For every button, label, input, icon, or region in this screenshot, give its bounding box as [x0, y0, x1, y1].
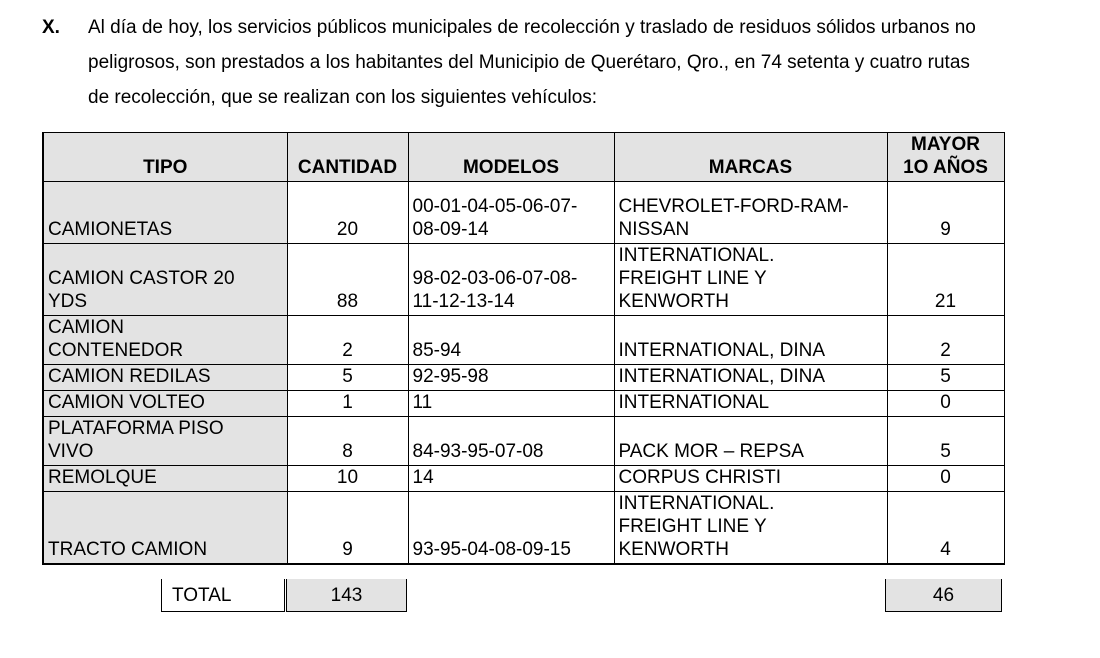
cell-modelos — [408, 316, 614, 365]
cell-tipo-line: VIVO — [48, 441, 94, 462]
table-row — [43, 182, 1004, 244]
cell-cantidad: 8 — [287, 417, 408, 466]
cell-modelos-line: 11-12-13-14 — [412, 291, 515, 312]
cell-tipo-line: CAMIONETAS — [48, 219, 173, 240]
cell-modelos-line: 14 — [412, 467, 434, 488]
paragraph-line-1: Al día de hoy, los servicios públicos municipales de recolección y traslado de residuos sólidos urbanos no — [88, 17, 976, 38]
table-header-row — [43, 133, 1004, 182]
cell-modelos-line: 11 — [412, 392, 433, 413]
table-row — [43, 365, 1004, 391]
table-row — [43, 466, 1004, 492]
cell-tipo — [43, 492, 287, 565]
cell-cantidad: 2 — [287, 316, 408, 365]
cell-marcas — [614, 466, 887, 492]
cell-marcas-line: INTERNATIONAL, DINA — [618, 340, 826, 361]
cell-mayor: 2 — [887, 316, 1004, 365]
cell-modelos — [408, 492, 614, 565]
cell-modelos — [408, 365, 614, 391]
cell-tipo — [43, 316, 287, 365]
cell-tipo-line: CAMION REDILAS — [48, 366, 211, 387]
cell-marcas-line: INTERNATIONAL. — [618, 493, 775, 514]
cell-cantidad: 5 — [287, 365, 408, 391]
cell-marcas — [614, 492, 887, 565]
cell-marcas-line: INTERNATIONAL, DINA — [618, 366, 826, 387]
cell-mayor: 9 — [887, 182, 1004, 244]
header-cantidad: CANTIDAD — [287, 133, 408, 182]
cell-tipo — [43, 365, 287, 391]
cell-tipo-line: CAMION VOLTEO — [48, 392, 205, 413]
cell-marcas — [614, 365, 887, 391]
cell-tipo-line: CONTENEDOR — [48, 340, 184, 361]
cell-modelos — [408, 391, 614, 417]
cell-mayor: 21 — [887, 244, 1004, 316]
cell-modelos-line: 93-95-04-08-09-15 — [412, 539, 571, 560]
cell-marcas — [614, 391, 887, 417]
table-row — [43, 244, 1004, 316]
vehicles-table — [42, 132, 1005, 565]
cell-marcas-line: CHEVROLET-FORD-RAM- — [618, 196, 849, 217]
cell-cantidad: 10 — [287, 466, 408, 492]
cell-marcas-line: KENWORTH — [618, 539, 729, 560]
cell-marcas-line: PACK MOR – REPSA — [618, 441, 804, 462]
header-mayor-line-2: 1O AÑOS — [903, 157, 988, 178]
header-tipo: TIPO — [43, 133, 287, 182]
total-cantidad: 143 — [286, 579, 407, 612]
cell-marcas — [614, 316, 887, 365]
cell-mayor: 5 — [887, 365, 1004, 391]
cell-mayor: 0 — [887, 391, 1004, 417]
cell-tipo-line: REMOLQUE — [48, 467, 157, 488]
total-label: TOTAL — [161, 579, 285, 612]
paragraph-line-3: de recolección, que se realizan con los siguientes vehículos: — [88, 87, 598, 108]
cell-tipo-line: TRACTO CAMION — [48, 539, 208, 560]
cell-modelos-line: 85-94 — [412, 340, 462, 361]
cell-mayor: 4 — [887, 492, 1004, 565]
paragraph-line-2: peligrosos, son prestados a los habitantes del Municipio de Querétaro, Qro., en 74 setenta y cuatro rutas — [88, 52, 970, 73]
cell-marcas-line: FREIGHT LINE Y — [618, 268, 767, 289]
cell-tipo — [43, 182, 287, 244]
cell-marcas — [614, 417, 887, 466]
cell-tipo — [43, 244, 287, 316]
cell-marcas-line: FREIGHT LINE Y — [618, 516, 767, 537]
header-modelos: MODELOS — [408, 133, 614, 182]
cell-marcas-line: INTERNATIONAL — [618, 392, 770, 413]
cell-modelos — [408, 182, 614, 244]
cell-tipo-line: PLATAFORMA PISO — [48, 418, 224, 439]
cell-tipo-line: CAMION CASTOR 20 — [48, 268, 235, 289]
cell-cantidad: 1 — [287, 391, 408, 417]
cell-tipo — [43, 417, 287, 466]
cell-marcas — [614, 182, 887, 244]
cell-marcas-line: KENWORTH — [618, 291, 729, 312]
cell-cantidad: 88 — [287, 244, 408, 316]
cell-marcas — [614, 244, 887, 316]
table-row — [43, 316, 1004, 365]
cell-marcas-line: CORPUS CHRISTI — [618, 467, 782, 488]
cell-modelos — [408, 417, 614, 466]
table-row — [43, 492, 1004, 565]
section-marker: X. — [42, 17, 60, 38]
cell-modelos-line: 98-02-03-06-07-08- — [412, 268, 578, 289]
cell-tipo-line: YDS — [48, 291, 88, 312]
cell-modelos-line: 00-01-04-05-06-07- — [412, 196, 578, 217]
table-row — [43, 391, 1004, 417]
cell-mayor: 5 — [887, 417, 1004, 466]
cell-modelos-line: 92-95-98 — [412, 366, 489, 387]
cell-modelos-line: 84-93-95-07-08 — [412, 441, 544, 462]
header-mayor — [887, 133, 1004, 182]
header-marcas: MARCAS — [614, 133, 887, 182]
cell-tipo-line: CAMION — [48, 317, 124, 338]
cell-tipo — [43, 466, 287, 492]
cell-modelos-line: 08-09-14 — [412, 219, 489, 240]
cell-marcas-line: NISSAN — [618, 219, 690, 240]
cell-mayor: 0 — [887, 466, 1004, 492]
table-row — [43, 417, 1004, 466]
cell-marcas-line: INTERNATIONAL. — [618, 245, 775, 266]
cell-modelos — [408, 466, 614, 492]
cell-tipo — [43, 391, 287, 417]
total-mayor: 46 — [885, 579, 1002, 612]
cell-cantidad: 20 — [287, 182, 408, 244]
cell-cantidad: 9 — [287, 492, 408, 565]
header-mayor-line-1: MAYOR — [911, 134, 980, 155]
cell-modelos — [408, 244, 614, 316]
